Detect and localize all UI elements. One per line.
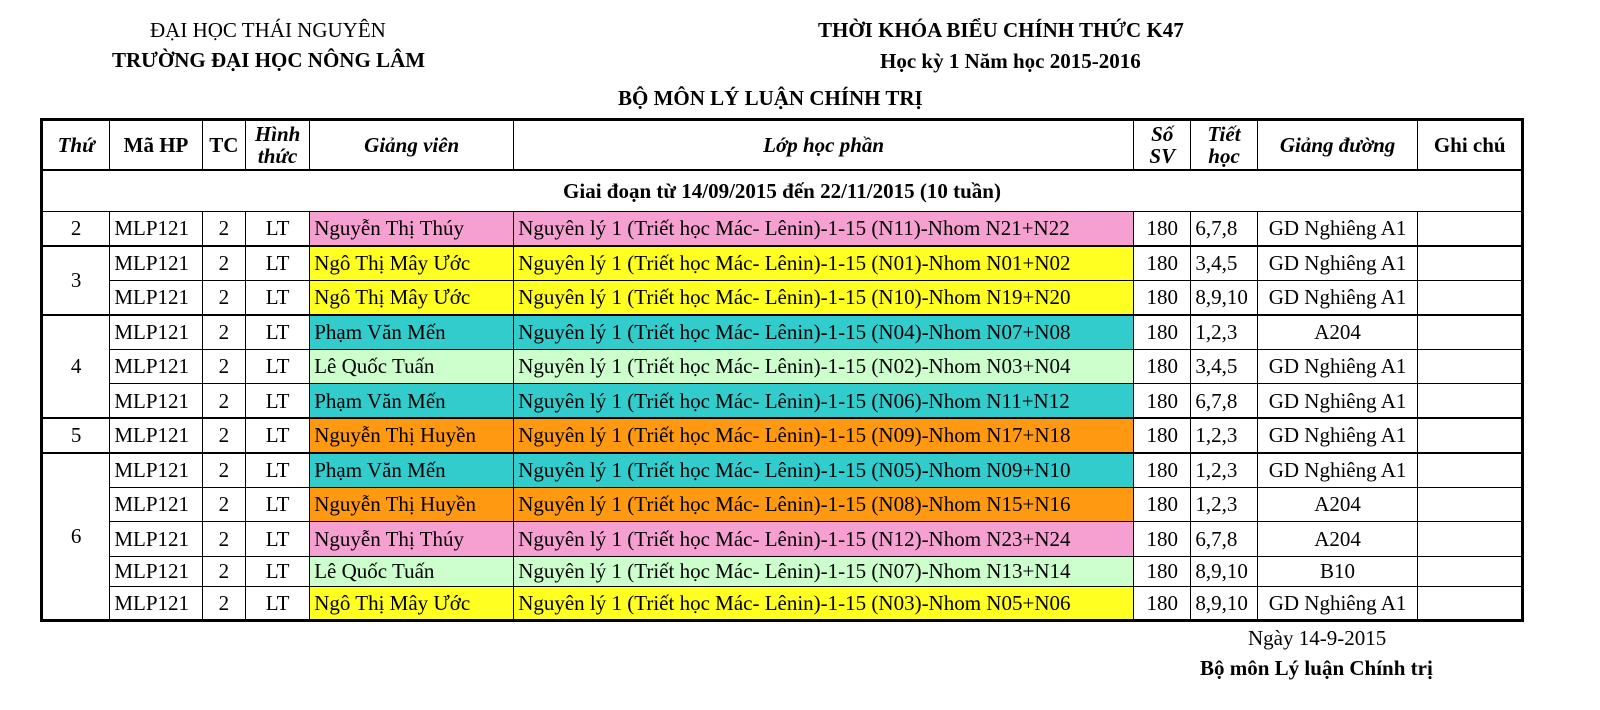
credits-cell: 2 [202,211,245,246]
periods-cell: 6,7,8 [1191,211,1257,246]
lecture-hall-cell: GD Nghiêng A1 [1257,246,1418,281]
student-count-cell: 180 [1134,211,1191,246]
format-cell: LT [245,556,309,586]
col-header-so-sv [1134,120,1191,170]
lecturer-cell: Nguyễn Thị Huyền [310,418,514,453]
credits-cell: 2 [202,246,245,281]
table-row [42,586,1523,621]
day-cell: 4 [42,315,110,419]
note-cell [1418,246,1523,281]
footer-signature: Bộ môn Lý luận Chính trị [1200,656,1433,680]
footer-date: Ngày 14-9-2015 [1248,626,1387,650]
lecture-hall-cell: GD Nghiêng A1 [1257,211,1418,246]
periods-cell: 3,4,5 [1191,349,1257,384]
credits-cell: 2 [202,487,245,522]
note-cell [1418,384,1523,419]
note-cell [1418,280,1523,315]
lecture-hall-cell: GD Nghiêng A1 [1257,280,1418,315]
lecture-hall-cell: GD Nghiêng A1 [1257,349,1418,384]
periods-cell: 8,9,10 [1191,280,1257,315]
course-code-cell: MLP121 [110,280,202,315]
format-cell: LT [245,384,309,419]
col-header-ma-hp: Mã HP [110,120,202,170]
student-count-cell: 180 [1134,280,1191,315]
credits-cell: 2 [202,556,245,586]
class-section-cell: Nguyên lý 1 (Triết học Mác- Lênin)-1-15 (N01)-Nhom N01+N02 [514,246,1134,281]
lecture-hall-cell: GD Nghiêng A1 [1257,418,1418,453]
day-cell: 5 [42,418,110,453]
department-title: BỘ MÔN LÝ LUẬN CHÍNH TRỊ [618,86,923,110]
student-count-cell: 180 [1134,315,1191,350]
course-code-cell: MLP121 [110,211,202,246]
class-section-cell: Nguyên lý 1 (Triết học Mác- Lênin)-1-15 (N06)-Nhom N11+N12 [514,384,1134,419]
col-header-tiet-hoc-line1: Tiết [1207,121,1241,146]
student-count-cell: 180 [1134,384,1191,419]
credits-cell: 2 [202,418,245,453]
lecturer-cell: Ngô Thị Mây Ước [310,586,514,621]
table-row [42,315,1523,350]
student-count-cell: 180 [1134,586,1191,621]
periods-cell: 1,2,3 [1191,453,1257,488]
course-code-cell: MLP121 [110,522,202,557]
lecturer-cell: Lê Quốc Tuấn [310,349,514,384]
format-cell: LT [245,487,309,522]
credits-cell: 2 [202,453,245,488]
university-name: ĐẠI HỌC THÁI NGUYÊN [150,18,386,42]
format-cell: LT [245,315,309,350]
course-code-cell: MLP121 [110,453,202,488]
table-row [42,211,1523,246]
lecturer-cell: Phạm Văn Mến [310,384,514,419]
day-cell: 2 [42,211,110,246]
note-cell [1418,453,1523,488]
col-header-thu: Thứ [42,120,110,170]
table-row [42,522,1523,557]
col-header-ghi-chu: Ghi chú [1418,120,1523,170]
note-cell [1418,418,1523,453]
credits-cell: 2 [202,522,245,557]
lecturer-cell: Ngô Thị Mây Ước [310,280,514,315]
note-cell [1418,211,1523,246]
credits-cell: 2 [202,280,245,315]
class-section-cell: Nguyên lý 1 (Triết học Mác- Lênin)-1-15 (N03)-Nhom N05+N06 [514,586,1134,621]
course-code-cell: MLP121 [110,556,202,586]
format-cell: LT [245,246,309,281]
course-code-cell: MLP121 [110,586,202,621]
lecture-hall-cell: A204 [1257,315,1418,350]
course-code-cell: MLP121 [110,315,202,350]
col-header-hinh-thuc-line2: thức [257,143,298,168]
periods-cell: 6,7,8 [1191,522,1257,557]
credits-cell: 2 [202,586,245,621]
col-header-hinh-thuc [245,120,309,170]
lecture-hall-cell: A204 [1257,487,1418,522]
course-code-cell: MLP121 [110,384,202,419]
col-header-giang-vien: Giảng viên [310,120,514,170]
semester-label: Học kỳ 1 Năm học 2015-2016 [880,49,1141,73]
day-cell: 6 [42,453,110,621]
class-section-cell: Nguyên lý 1 (Triết học Mác- Lênin)-1-15 (N08)-Nhom N15+N16 [514,487,1134,522]
credits-cell: 2 [202,315,245,350]
phase-label: Giai đoạn từ 14/09/2015 đến 22/11/2015 (10 tuần) [42,170,1523,212]
periods-cell: 1,2,3 [1191,487,1257,522]
col-header-tiet-hoc-line2: học [1208,143,1240,168]
lecturer-cell: Nguyễn Thị Thúy [310,522,514,557]
periods-cell: 1,2,3 [1191,315,1257,350]
class-section-cell: Nguyên lý 1 (Triết học Mác- Lênin)-1-15 (N02)-Nhom N03+N04 [514,349,1134,384]
note-cell [1418,586,1523,621]
lecturer-cell: Nguyễn Thị Huyền [310,487,514,522]
course-code-cell: MLP121 [110,349,202,384]
col-header-so-sv-line1: Số [1151,121,1174,146]
document-title: THỜI KHÓA BIỂU CHÍNH THỨC K47 [818,18,1184,42]
timetable [40,118,1524,622]
table-header-row [42,120,1523,170]
format-cell: LT [245,418,309,453]
format-cell: LT [245,522,309,557]
day-cell: 3 [42,246,110,315]
format-cell: LT [245,211,309,246]
lecture-hall-cell: B10 [1257,556,1418,586]
periods-cell: 8,9,10 [1191,586,1257,621]
table-row [42,280,1523,315]
table-row [42,487,1523,522]
class-section-cell: Nguyên lý 1 (Triết học Mác- Lênin)-1-15 (N09)-Nhom N17+N18 [514,418,1134,453]
format-cell: LT [245,280,309,315]
note-cell [1418,315,1523,350]
table-row [42,246,1523,281]
table-row [42,349,1523,384]
lecturer-cell: Lê Quốc Tuấn [310,556,514,586]
credits-cell: 2 [202,349,245,384]
lecturer-cell: Ngô Thị Mây Ước [310,246,514,281]
lecture-hall-cell: GD Nghiêng A1 [1257,586,1418,621]
format-cell: LT [245,586,309,621]
phase-row [42,170,1523,212]
lecturer-cell: Phạm Văn Mến [310,315,514,350]
col-header-giang-duong: Giảng đường [1257,120,1418,170]
table-row [42,453,1523,488]
table-row [42,418,1523,453]
periods-cell: 6,7,8 [1191,384,1257,419]
table-row [42,384,1523,419]
note-cell [1418,522,1523,557]
note-cell [1418,556,1523,586]
student-count-cell: 180 [1134,418,1191,453]
lecture-hall-cell: GD Nghiêng A1 [1257,453,1418,488]
lecture-hall-cell: GD Nghiêng A1 [1257,384,1418,419]
col-header-so-sv-line2: SV [1149,143,1176,168]
col-header-hinh-thuc-line1: Hình [254,121,301,146]
lecturer-cell: Phạm Văn Mến [310,453,514,488]
col-header-tiet-hoc [1191,120,1257,170]
periods-cell: 1,2,3 [1191,418,1257,453]
credits-cell: 2 [202,384,245,419]
student-count-cell: 180 [1134,349,1191,384]
student-count-cell: 180 [1134,453,1191,488]
student-count-cell: 180 [1134,487,1191,522]
class-section-cell: Nguyên lý 1 (Triết học Mác- Lênin)-1-15 (N12)-Nhom N23+N24 [514,522,1134,557]
note-cell [1418,487,1523,522]
col-header-tc: TC [202,120,245,170]
student-count-cell: 180 [1134,522,1191,557]
periods-cell: 3,4,5 [1191,246,1257,281]
format-cell: LT [245,453,309,488]
course-code-cell: MLP121 [110,418,202,453]
table-row [42,556,1523,586]
school-name: TRƯỜNG ĐẠI HỌC NÔNG LÂM [112,48,426,72]
class-section-cell: Nguyên lý 1 (Triết học Mác- Lênin)-1-15 (N05)-Nhom N09+N10 [514,453,1134,488]
course-code-cell: MLP121 [110,487,202,522]
student-count-cell: 180 [1134,246,1191,281]
lecture-hall-cell: A204 [1257,522,1418,557]
class-section-cell: Nguyên lý 1 (Triết học Mác- Lênin)-1-15 (N07)-Nhom N13+N14 [514,556,1134,586]
class-section-cell: Nguyên lý 1 (Triết học Mác- Lênin)-1-15 (N04)-Nhom N07+N08 [514,315,1134,350]
lecturer-cell: Nguyễn Thị Thúy [310,211,514,246]
periods-cell: 8,9,10 [1191,556,1257,586]
format-cell: LT [245,349,309,384]
course-code-cell: MLP121 [110,246,202,281]
col-header-lop-hoc-phan: Lớp học phần [514,120,1134,170]
student-count-cell: 180 [1134,556,1191,586]
class-section-cell: Nguyên lý 1 (Triết học Mác- Lênin)-1-15 (N10)-Nhom N19+N20 [514,280,1134,315]
class-section-cell: Nguyên lý 1 (Triết học Mác- Lênin)-1-15 (N11)-Nhom N21+N22 [514,211,1134,246]
note-cell [1418,349,1523,384]
